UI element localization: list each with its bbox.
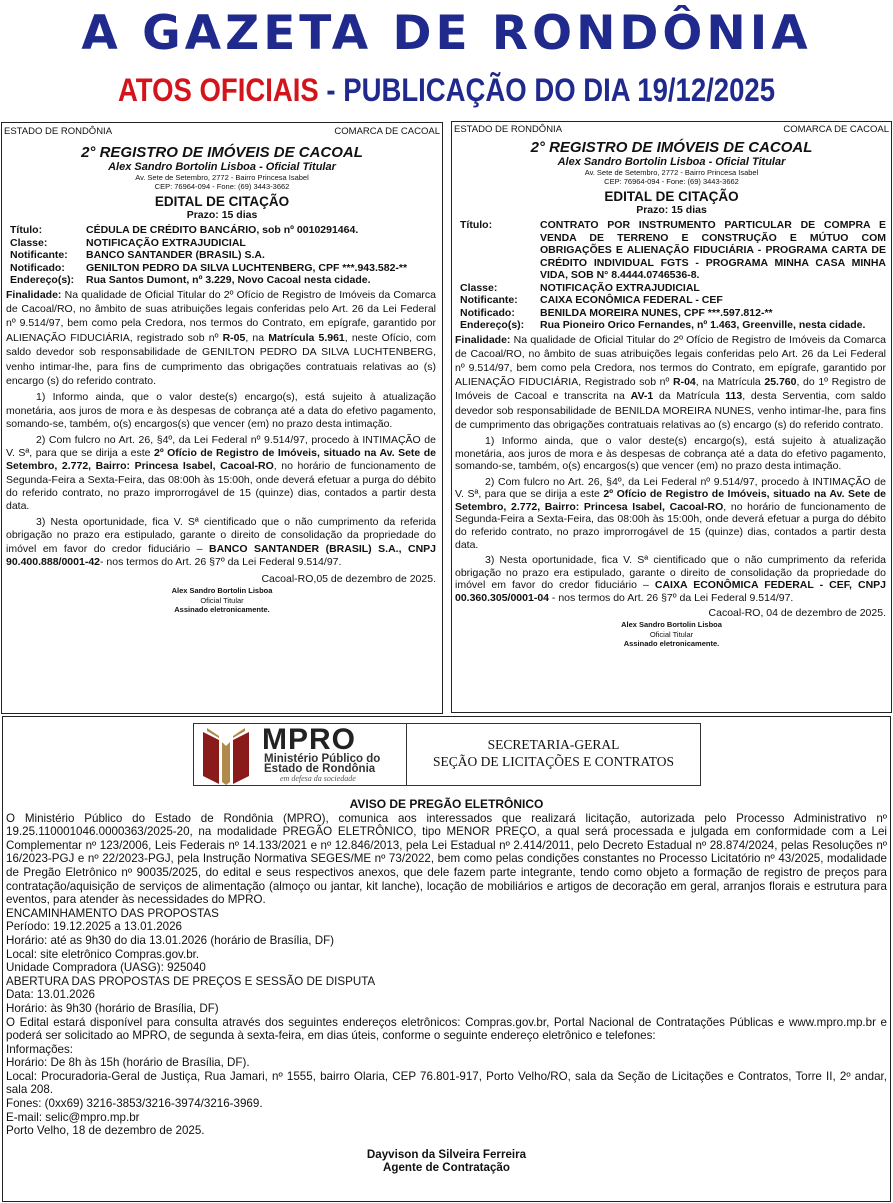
meta-value: CÉDULA DE CRÉDITO BANCÁRIO, sob nº 0010291464. xyxy=(86,224,359,236)
meta-row xyxy=(10,249,442,262)
edital-prazo: Prazo: 15 dias xyxy=(186,209,258,221)
separator: - xyxy=(318,72,344,108)
notice-header xyxy=(2,126,442,138)
meta-key: Endereço(s): xyxy=(10,274,75,286)
masthead xyxy=(0,0,893,118)
meta-row xyxy=(460,307,886,320)
newspaper-title: A GAZETA DE RONDÔNIA xyxy=(81,6,812,61)
edital-title: EDITAL DE CITAÇÃO xyxy=(154,194,290,209)
meta-key: Classe: xyxy=(10,236,48,249)
info-line: ENCAMINHAMENTO DAS PROPOSTAS xyxy=(6,906,219,920)
meta-key: Notificante: xyxy=(460,294,518,306)
notice-right xyxy=(451,121,892,713)
signer-name: Alex Sandro Bortolin Lisboa xyxy=(171,586,273,596)
local-address: Local: Procuradoria-Geral de Justiça, Rua Jamari, nº 1555, bairro Olaria, CEP 76.801-917, Porto Velho/RO, sala da Seção de Licitações e Contratos, Torre II, 2º andar, sala 208. xyxy=(6,1069,887,1097)
meta-key: Título: xyxy=(460,219,493,231)
item-3-paragraph: 3) Nesta oportunidade, fica V. Sª cientificado que o não cumprimento da referida obrigação no prazo era estipulado, garante o direito de consolidação da propriedade do imóvel em favor do credor fiduciário – BANCO SANTANDER (BRASIL) S.A., CNPJ 90.400.888/0001-42- nos termos do Art. 26 §7º da Lei Federal 9.514/97. xyxy=(6,516,436,568)
aviso-title: AVISO DE PREGÃO ELETRÔNICO xyxy=(349,797,544,811)
info-line: Informações: xyxy=(6,1042,74,1056)
mpro-logo-tagline: em defesa da sociedade xyxy=(280,774,356,783)
edital-availability: O Edital estará disponível para consulta através dos seguintes endereços eletrônicos: Compras.gov.br, Portal Nacional de Contratações Públicas e www.mpro.mp.br e poderá ser solicitado ao MPRO, de segunda à sexta-feira, em dias úteis, conforme o seguinte endereço eletrônico e telefones: xyxy=(6,1015,887,1043)
secretaria-label: SECRETARIA-GERAL xyxy=(487,737,620,752)
info-line: Fones: (0xx69) 3216-3853/3216-3974/3216-3969. xyxy=(6,1097,263,1111)
info-line: Local: site eletrônico Compras.gov.br. xyxy=(6,947,200,961)
mpro-logo-line2: Estado de Rondônia xyxy=(264,763,376,775)
info-line: Data: 13.01.2026 xyxy=(6,988,95,1002)
meta-key: Endereço(s): xyxy=(460,319,525,331)
meta-value: BANCO SANTANDER (BRASIL) S.A. xyxy=(86,249,265,261)
meta-value: Rua Santos Dumont, nº 3.229, Novo Cacoal nesta cidade. xyxy=(86,274,371,286)
notice-date: Cacoal-RO,05 de dezembro de 2025. xyxy=(261,572,436,585)
mpro-logo xyxy=(194,724,407,785)
meta-key: Título: xyxy=(10,224,43,236)
mpro-signer-name: Dayvison da Silveira Ferreira xyxy=(366,1147,527,1161)
signature-block xyxy=(452,620,891,649)
atos-oficiais-label: ATOS OFICIAIS xyxy=(117,72,319,108)
mpro-header xyxy=(193,723,701,786)
secao-label: SEÇÃO DE LICITAÇÕES E CONTRATOS xyxy=(433,754,674,769)
publication-line xyxy=(63,68,831,112)
registry-title: 2° REGISTRO DE IMÓVEIS DE CACOAL xyxy=(530,139,813,156)
registry-address: Av. Sete de Setembro, 2772 - Bairro Princesa Isabel xyxy=(135,173,309,182)
mpro-emblem-icon xyxy=(197,724,257,785)
meta-value: CAIXA ECONÔMICA FEDERAL - CEF xyxy=(540,294,723,306)
info-line: E-mail: selic@mpro.mp.br xyxy=(6,1110,140,1124)
info-line: Horário: até as 9h30 do dia 13.01.2026 (horário de Brasília, DF) xyxy=(6,933,335,947)
notice-meta-table xyxy=(460,219,886,332)
signature-note: Assinado eletronicamente. xyxy=(623,639,720,649)
notice-meta-table xyxy=(10,224,442,287)
meta-row xyxy=(10,224,442,237)
meta-row xyxy=(10,262,442,275)
signer-name: Alex Sandro Bortolin Lisboa xyxy=(621,620,722,630)
item-2-paragraph: 2) Com fulcro no Art. 26, §4º, da Lei Federal nº 9.514/97, procedo à INTIMAÇÃO de V. Sª, para que se dirija a este 2º Ofício de Registro de Imóveis, situado na Av. Sete de Setembro, 2.772, Bairro: Princesa Isabel, Cacoal-RO, no horário de funcionamento de Segunda-Feira a Sexta-Feira, das 08:00h às 15:00h, onde deverá efetuar a purga do débito do referido contrato, no prazo improrrogável de 15 (quinze) dias, contados a partir desta data. xyxy=(455,475,886,551)
estado-label: ESTADO DE RONDÔNIA xyxy=(4,126,113,137)
signature-block xyxy=(2,586,442,615)
estado-label: ESTADO DE RONDÔNIA xyxy=(454,124,563,135)
publication-date-label: PUBLICAÇÃO DO DIA 19/12/2025 xyxy=(343,72,776,108)
registry-contact: CEP: 76964-094 - Fone: (69) 3443-3662 xyxy=(604,177,739,186)
edital-prazo: Prazo: 15 dias xyxy=(636,204,707,216)
meta-value: BENILDA MOREIRA NUNES, CPF ***.597.812-** xyxy=(540,306,773,319)
mpro-body xyxy=(6,798,887,1175)
notice-left xyxy=(1,122,443,714)
meta-value: CONTRATO POR INSTRUMENTO PARTICULAR DE COMPRA E VENDA DE TERRENO E CONSTRUÇÃO E MÚTUO COM OBRIGAÇÕES E ALIENAÇÃO FIDUCIÁRIA - PROGRAMA CARTA DE CRÉDITO INDIVIDUAL FGTS - PROGRAMA MINHA CASA MINHA VIDA, SOB N° 8.4444.0746536-8. xyxy=(540,219,886,281)
meta-row xyxy=(460,319,886,332)
registry-officer: Alex Sandro Bortolin Lisboa - Oficial Titular xyxy=(108,161,336,173)
meta-row xyxy=(10,237,442,250)
meta-key: Notificado: xyxy=(460,306,515,319)
finalidade-paragraph: Finalidade: Na qualidade de Oficial Titular do 2º Ofício de Registro de Imóveis da Comarca de Cacoal/RO, no âmbito de suas atribuições legais conferidas pelo Art. 26 da Lei Federal nº 9.514/97, bem como pela Credora, nos termos do Contrato, em epígrafe, garantido por ALIENAÇÃO FIDUCIÁRIA, registrado sob nº R-05, na Matrícula 5.961, neste Ofício, com saldo devedor sob responsabilidade de GENILTON PEDRO DA SILVA LUCHTENBERG, venho intimar-lhe, para fins de cumprimento das obrigações contratuais relativas ao (s) encargo (s) do referido contrato. xyxy=(6,288,437,387)
meta-key: Classe: xyxy=(460,281,498,294)
notice-date: Cacoal-RO, 04 de dezembro de 2025. xyxy=(708,606,886,619)
edital-title: EDITAL DE CITAÇÃO xyxy=(604,189,739,204)
registry-address: Av. Sete de Setembro, 2772 - Bairro Princesa Isabel xyxy=(584,168,759,177)
info-line: Horário: às 9h30 (horário de Brasília, DF) xyxy=(6,1001,219,1015)
registry-title: 2° REGISTRO DE IMÓVEIS DE CACOAL xyxy=(81,144,363,161)
meta-row xyxy=(460,219,886,282)
meta-row xyxy=(10,274,442,287)
meta-key: Notificado: xyxy=(10,261,65,274)
signature-note: Assinado eletronicamente. xyxy=(174,605,270,615)
signer-role: Oficial Titular xyxy=(649,629,694,639)
item-1-paragraph: 1) Informo ainda, que o valor deste(s) encargo(s), está sujeito à atualização monetária, aos juros de mora e às despesas de cobrança até a data do efetivo pagamento, somando-se, também, o(s) encargos(s) que vencer (em) no prazo desta intimação. xyxy=(6,391,436,430)
signer-role: Oficial Titular xyxy=(200,595,244,605)
info-line: Unidade Compradora (UASG): 925040 xyxy=(6,961,206,975)
finalidade-paragraph: Finalidade: Na qualidade de Oficial Titular do 2º Ofício de Registro de Imóveis da Comarca de Cacoal/RO, no âmbito de suas atribuições legais conferidas pelo Art. 26 da Lei Federal nº 9.514/97, bem como pela Credora, nos termos do Contrato, em epígrafe, garantido por ALIENAÇÃO FIDUCIÁRIA, Registrado sob nº R-04, na Matrícula 25.760, do 1º Registro de Imóveis de Cacoal e transcrita na AV-1 da Matrícula 113, desta Serventia, com saldo devedor sob responsabilidade de BENILDA MOREIRA NUNES, venho intimar-lhe, para fins de cumprimento das obrigações contratuais relativas ao (s) encargo (s) do referido contrato. xyxy=(455,333,887,431)
aviso-intro: O Ministério Público do Estado de Rondônia (MPRO), comunica aos interessados que realizará licitação, autorizada pelo Processo Administrativo nº 19.25.110001046.0000363/2025-20, na modalidade PREGÃO ELETRÔNICO, tipo MENOR PREÇO, a qual será processada e julgada em conformidade com a Lei Complementar nº 123/2006, Leis Federais nº 14.133/2021 e nº 12.846/2013, pela Lei Estadual nº 2.414/2011, pelo Decreto Estadual nº 28.874/2024, pelas Resoluções nº 16/2023-PGJ e nº 22/2023-PGJ, pela Instrução Normativa SEGES/ME nº 73/2022, bem como pelas condições constantes no Processo Licitatório nº 43/2025, modalidade de Pregão Eletrônico nº 90035/2025, do edital e seus respectivos anexos, que dele fazem parte integrante, tendo como objeto a formação de registro de preços para contratação/aquisição de serviços de alimentação (almoço ou jantar, kit lanche), locação de mobiliários e artigos de decoração em geral, arranjos florais e estrutura para eventos, para atender às necessidades do MPRO. xyxy=(6,811,887,907)
comarca-label: COMARCA DE CACOAL xyxy=(783,124,889,135)
meta-value: NOTIFICAÇÃO EXTRAJUDICIAL xyxy=(86,236,246,249)
item-1-paragraph: 1) Informo ainda, que o valor deste(s) encargo(s), está sujeito à atualização monetária, aos juros de mora e às despesas de cobrança até a data do efetivo pagamento, somando-se, também, o(s) encargos(s) que vencer (em) no prazo desta intimação. xyxy=(455,434,886,473)
meta-row xyxy=(460,294,886,307)
info-line: Porto Velho, 18 de dezembro de 2025. xyxy=(6,1124,205,1138)
meta-key: Notificante: xyxy=(10,249,68,261)
comarca-label: COMARCA DE CACOAL xyxy=(334,126,440,137)
meta-value: GENILTON PEDRO DA SILVA LUCHTENBERG, CPF ***.943.582-** xyxy=(86,261,408,274)
info-line: ABERTURA DAS PROPOSTAS DE PREÇOS E SESSÃO DE DISPUTA xyxy=(6,974,376,988)
registry-contact: CEP: 76964-094 - Fone: (69) 3443-3662 xyxy=(154,182,290,191)
item-2-paragraph: 2) Com fulcro no Art. 26, §4º, da Lei Federal nº 9.514/97, procedo à INTIMAÇÃO de V. Sª, para que se dirija a este 2º Ofício de Registro de Imóveis, situado na Av. Sete de Setembro, 2.772, Bairro: Princesa Isabel, Cacoal-RO, no horário de funcionamento de Segunda-Feira a Sexta-Feira, das 08:00h às 15:00h, onde deverá efetuar a purga do débito do referido contrato, no prazo improrrogável de 15 (quinze) dias, contados a partir desta data. xyxy=(6,433,436,512)
meta-value: NOTIFICAÇÃO EXTRAJUDICIAL xyxy=(540,281,700,294)
info-line: Período: 19.12.2025 a 13.01.2026 xyxy=(6,920,182,934)
mpro-section xyxy=(407,724,700,785)
info-line: Horário: De 8h às 15h (horário de Brasília, DF). xyxy=(6,1056,250,1070)
meta-value: Rua Pioneiro Orico Fernandes, nº 1.463, Greenville, nesta cidade. xyxy=(540,319,866,331)
mpro-logo-name: MPRO xyxy=(262,723,356,756)
mpro-logo-line1: Ministério Público do xyxy=(264,753,381,765)
notice-header xyxy=(452,124,891,136)
registry-officer: Alex Sandro Bortolin Lisboa - Oficial Titular xyxy=(557,156,786,168)
meta-row xyxy=(460,282,886,295)
mpro-signer-role: Agente de Contratação xyxy=(383,1161,510,1175)
item-3-paragraph: 3) Nesta oportunidade, fica V. Sª cientificado que o não cumprimento da referida obrigação no prazo era estipulado, garante o direito de consolidação da propriedade do imóvel em favor do credor fiduciário – CAIXA ECONÔMICA FEDERAL - CEF, CNPJ 00.360.305/0001-04 - nos termos do Art. 26 §7º da Lei Federal 9.514/97. xyxy=(455,554,886,605)
